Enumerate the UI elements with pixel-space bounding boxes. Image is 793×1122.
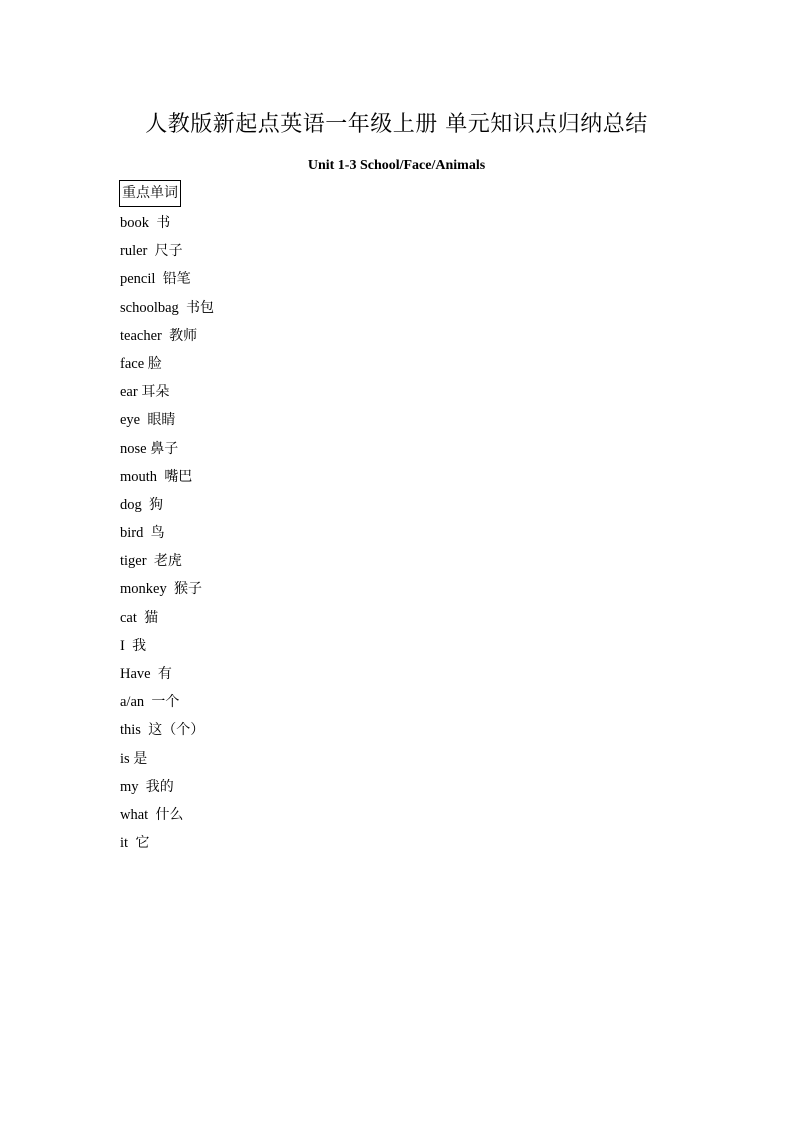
vocab-chinese: 我的 (145, 778, 174, 795)
vocab-separator (142, 497, 149, 513)
vocab-separator (147, 243, 154, 259)
vocab-item (120, 801, 214, 829)
vocab-item (120, 519, 214, 547)
vocab-separator (125, 638, 132, 654)
vocab-chinese: 嘴巴 (164, 468, 193, 485)
vocab-item (120, 294, 214, 322)
vocab-item (120, 632, 214, 660)
vocab-english: bird (120, 525, 144, 542)
vocab-english: book (120, 215, 149, 231)
vocab-item (120, 463, 214, 491)
vocab-english: face (120, 355, 145, 372)
vocab-chinese: 这（个） (148, 722, 205, 739)
vocab-item (120, 547, 214, 575)
vocab-english: is (120, 750, 130, 767)
vocab-item (120, 604, 214, 632)
vocab-separator (167, 581, 174, 597)
vocab-chinese: 鸟 (150, 525, 165, 542)
vocab-english: nose (120, 440, 147, 457)
vocab-english: pencil (120, 271, 156, 288)
vocab-english: it (120, 835, 129, 852)
vocab-english: my (120, 778, 139, 795)
vocab-english: Have (120, 666, 151, 682)
vocab-chinese: 它 (135, 835, 150, 852)
vocab-item (120, 378, 214, 406)
vocab-item (120, 265, 214, 293)
vocab-english: tiger (120, 553, 147, 570)
vocab-item (120, 660, 214, 688)
vocabulary-list (120, 209, 214, 857)
vocab-chinese: 脸 (147, 355, 162, 372)
vocab-item (120, 322, 214, 350)
vocab-chinese: 眼睛 (147, 412, 176, 429)
vocab-separator (151, 666, 158, 682)
vocab-english: schoolbag (120, 299, 179, 316)
vocab-chinese: 教师 (169, 327, 198, 344)
unit-subtitle: Unit 1-3 School/Face/Animals (307, 158, 486, 173)
vocab-item (120, 491, 214, 519)
vocab-english: ruler (120, 243, 148, 260)
vocab-chinese: 尺子 (154, 243, 183, 260)
vocab-english: a/an (120, 694, 145, 711)
vocab-chinese: 鼻子 (150, 440, 179, 457)
vocab-chinese: 猫 (144, 609, 159, 626)
vocab-chinese: 有 (157, 666, 172, 682)
vocab-chinese: 一个 (151, 694, 180, 711)
vocab-chinese: 是 (133, 750, 148, 767)
vocab-item (120, 350, 214, 378)
section-label-key-words: 重点单词 (119, 180, 181, 207)
vocab-english: eye (120, 412, 141, 429)
vocab-chinese: 什么 (155, 806, 184, 823)
vocab-chinese: 猴子 (173, 581, 202, 598)
vocab-chinese: 老虎 (153, 553, 182, 570)
vocab-separator (143, 525, 150, 541)
vocab-item (120, 209, 214, 237)
vocab-chinese: 狗 (149, 496, 163, 513)
vocab-english: cat (120, 609, 137, 626)
vocab-english: monkey (120, 581, 167, 598)
vocab-item (120, 575, 214, 603)
vocab-item (120, 745, 214, 773)
vocab-english: ear (120, 384, 138, 401)
vocab-english: this (120, 722, 141, 739)
vocab-english: dog (120, 496, 142, 513)
vocab-item (120, 688, 214, 716)
vocab-item (120, 406, 214, 434)
vocab-item (120, 716, 214, 744)
vocab-chinese: 书包 (186, 299, 215, 316)
vocab-english: mouth (120, 468, 158, 485)
vocab-item (120, 829, 214, 857)
vocab-chinese: 铅笔 (162, 271, 191, 288)
vocab-item (120, 435, 214, 463)
vocab-item (120, 773, 214, 801)
vocab-separator (155, 271, 162, 287)
vocab-chinese: 我 (132, 637, 147, 654)
vocab-separator (147, 553, 154, 569)
vocab-separator (179, 300, 186, 316)
vocab-english: what (120, 806, 149, 823)
vocab-chinese: 耳朵 (141, 384, 170, 401)
vocab-separator (139, 779, 146, 795)
vocab-english: I (120, 637, 125, 654)
vocab-item (120, 237, 214, 265)
vocab-english: teacher (120, 327, 162, 344)
vocab-chinese: 书 (156, 215, 171, 231)
page-title: 人教版新起点英语一年级上册 单元知识点归纳总结 (145, 112, 648, 137)
